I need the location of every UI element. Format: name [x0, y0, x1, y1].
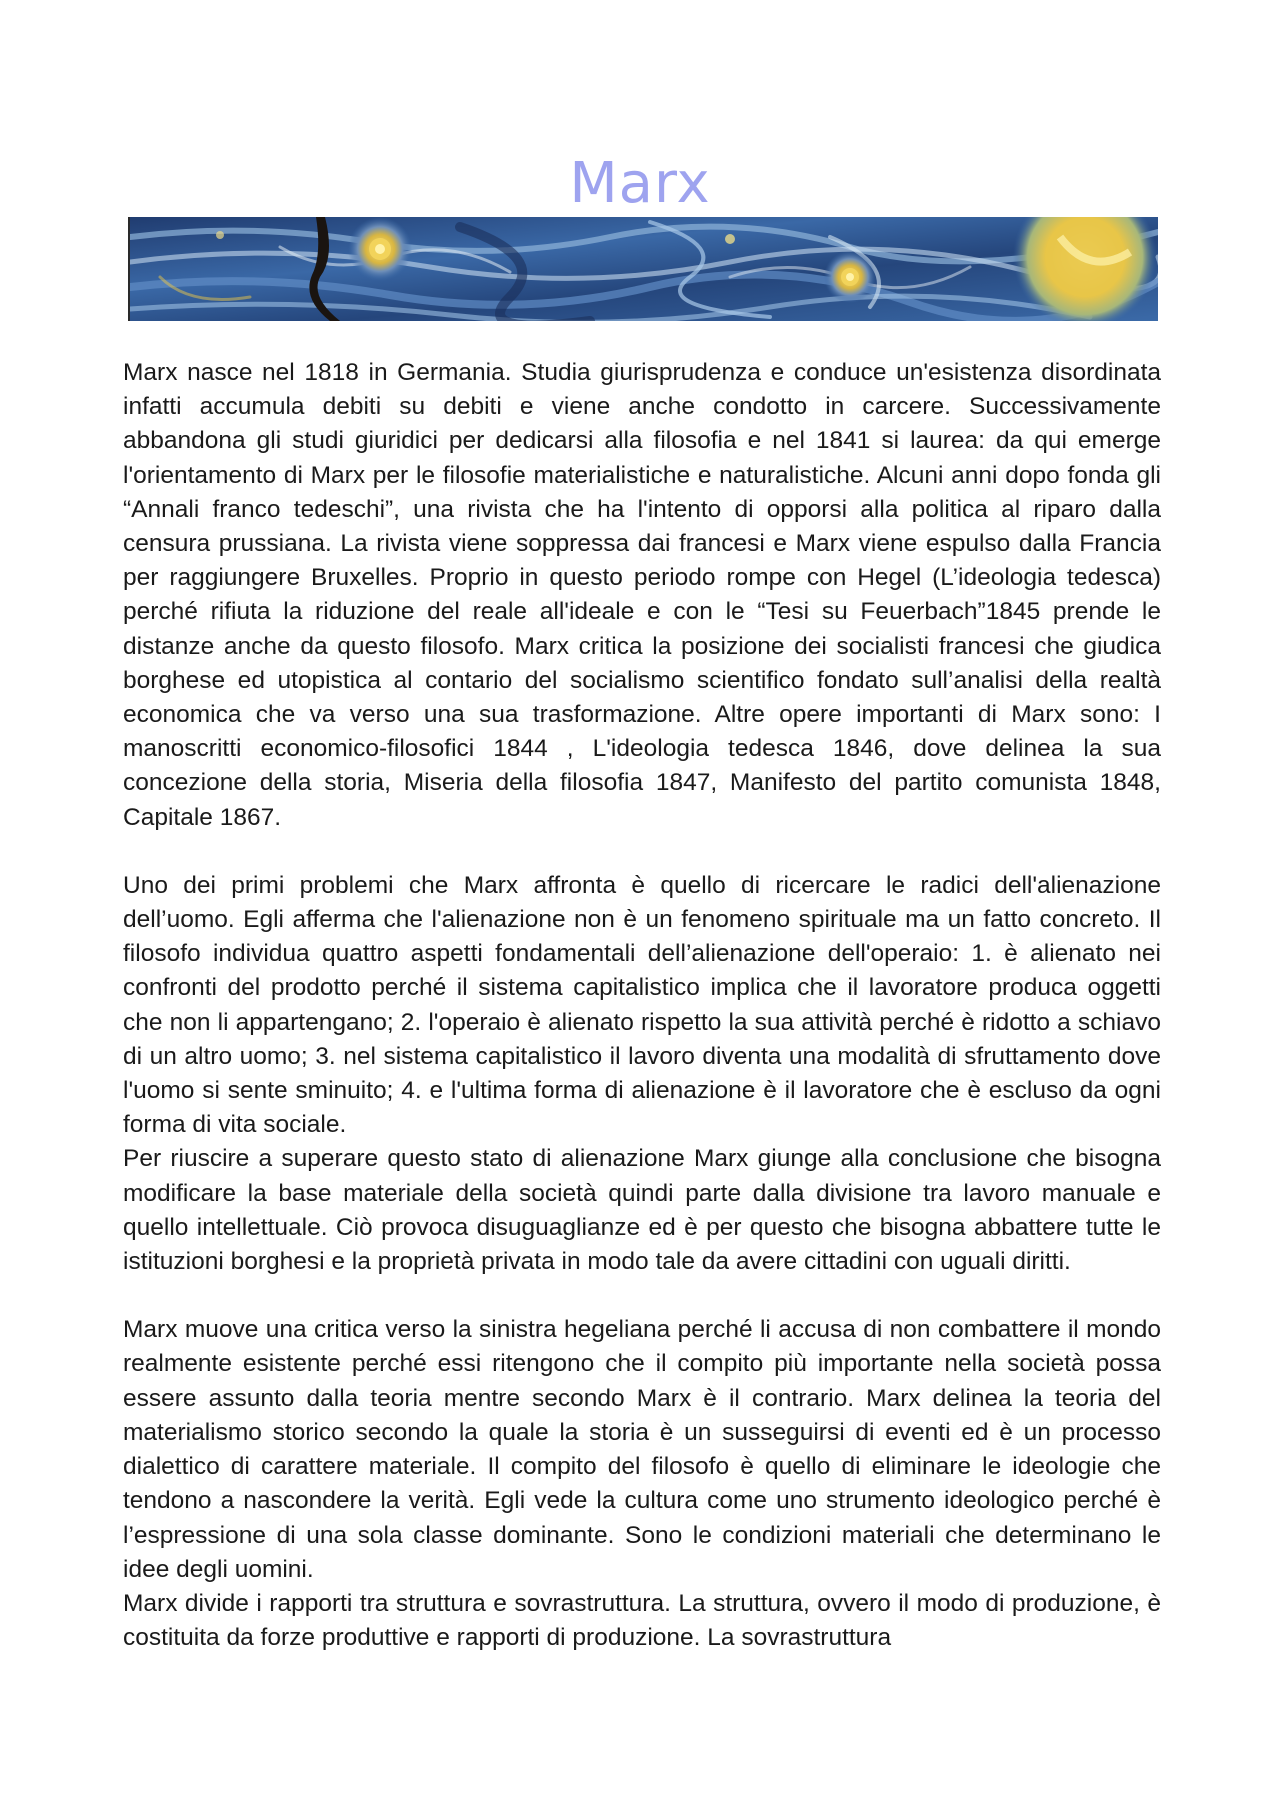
paragraph-spacer: [123, 1279, 1161, 1313]
paragraph-historical-materialism: Marx muove una critica verso la sinistra hegeliana perché li accusa di non combattere il mondo realmente esistente perché essi ritengono che il compito più importante nella società possa essere assunto dalla teoria mentre secondo Marx è il contrario. Marx delinea la teoria del materialismo storico secondo la quale la storia è un susseguirsi di eventi ed è un processo dialettico di carattere materiale. Il compito del filosofo è quello di eliminare le ideologie che tendono a nascondere la verità. Egli vede la cultura come uno strumento ideologico perché è l’espressione di una sola classe dominante. Sono le condizioni materiali che determinano le idee degli uomini.: [123, 1316, 1161, 1583]
paragraph-structure-superstructure: Marx divide i rapporti tra struttura e sovrastruttura. La struttura, ovvero il modo di produzione, è costituita da forze produttive e rapporti di produzione. La sovrastruttura: [123, 1589, 1161, 1652]
document-body: [123, 356, 1161, 1655]
paragraph-overcoming-alienation: Per riuscire a superare questo stato di alienazione Marx giunge alla conclusione che bisogna modificare la base materiale della società quindi parte dalla divisione tra lavoro manuale e quello intellettuale. Ciò provoca disuguaglianze ed è per questo che bisogna abbattere tutte le istituzioni borghesi e la proprietà privata in modo tale da avere cittadini con uguali diritti.: [123, 1145, 1161, 1276]
page-title: Marx: [569, 151, 711, 216]
paragraph-alienation: Uno dei primi problemi che Marx affronta è quello di ricercare le radici dell'alienazione dell’uomo. Egli afferma che l'alienazione non è un fenomeno spirituale ma un fatto concreto. Il filosofo individua quattro aspetti fondamentali dell’alienazione dell'operaio: 1. è alienato nei confronti del prodotto perché il sistema capitalistico implica che il lavoratore produca oggetti che non li appartengano; 2. l'operaio è alienato rispetto la sua attività perché è ridotto a schiavo di un altro uomo; 3. nel sistema capitalistico il lavoro diventa una modalità di sfruttamento dove l'uomo si sente sminuito; 4. e l'ultima forma di alienazione è il lavoratore che è escluso da ogni forma di vita sociale.: [123, 871, 1161, 1139]
starry-night-banner: [128, 217, 1158, 321]
paragraph-biography: Marx nasce nel 1818 in Germania. Studia giurisprudenza e conduce un'esistenza disordinata infatti accumula debiti su debiti e viene anche condotto in carcere. Successivamente abbandona gli studi giuridici per dedicarsi alla filosofia e nel 1841 si laurea: da qui emerge l'orientamento di Marx per le filosofie materialistiche e naturalistiche. Alcuni anni dopo fonda gli “Annali franco tedeschi”, una rivista che ha l'intento di opporsi alla politica al riparo dalla censura prussiana. La rivista viene soppressa dai francesi e Marx viene espulso dalla Francia per raggiungere Bruxelles. Proprio in questo periodo rompe con Hegel (L’ideologia tedesca) perché rifiuta la riduzione del reale all'ideale e con le “Tesi su Feuerbach”1845 prende le distanze anche da questo filosofo. Marx critica la posizione dei socialisti francesi che giudica borghese ed utopistica al contario del socialismo scientifico fondato sull’analisi della realtà economica che va verso una sua trasformazione. Altre opere importanti di Marx sono: I manoscritti economico-filosofici 1844 , L'ideologia tedesca 1846, dove delinea la sua concezione della storia, Miseria della filosofia 1847, Manifesto del partito comunista 1848, Capitale 1867.: [123, 359, 1161, 831]
paragraph-spacer: [123, 835, 1161, 869]
starry-night-banner-image: [130, 217, 1158, 321]
